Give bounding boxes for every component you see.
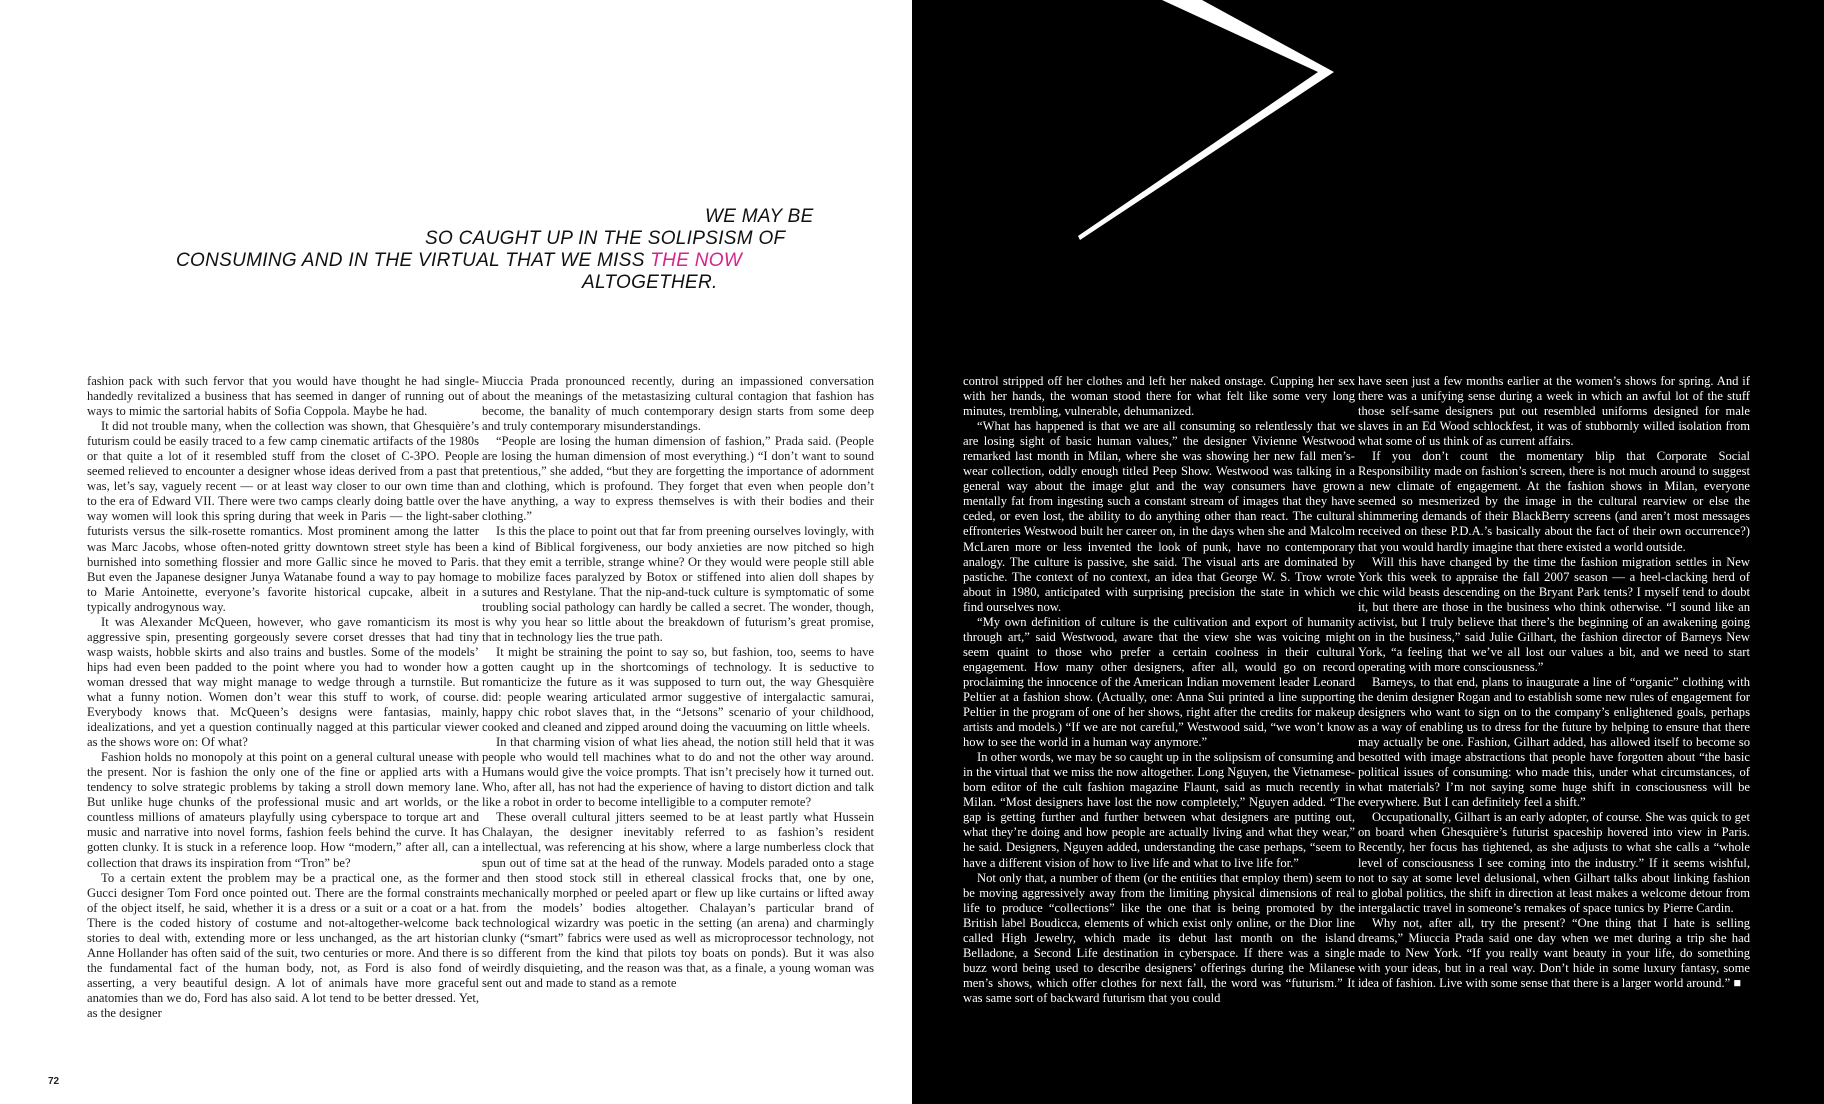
pull-quote-line-3 xyxy=(120,250,820,272)
page-number: 72 xyxy=(48,1076,60,1087)
text-column-3 xyxy=(963,374,1355,1006)
text-column-4 xyxy=(1358,374,1750,991)
column-4-paragraph: Why not, after all, try the present? “One thing that I hate is selling dreams,” Miuccia Prada said one day when we met during a trip she had made to New York. “If you really want beauty in your life, do something with your ideas, but in a real way. Don’t hide in some luxury fantasy, some idea of fashion. Live with some sense that there is a larger world around.” ■ xyxy=(1358,915,1750,990)
column-3-paragraph: control stripped off her clothes and left her naked onstage. Cupping her sex with her hands, the woman stood there for what felt like some very long minutes, trembling, vulnerable, dehumanized. xyxy=(963,374,1355,419)
pull-quote-line-2: SO CAUGHT UP IN THE SOLIPSISM OF xyxy=(425,228,786,249)
column-1-paragraph: fashion pack with such fervor that you would have thought he had single-handedly revitalized a business that has seemed in danger of running out of ways to mimic the sartorial habits of Sofia Coppola. Maybe he had. xyxy=(87,374,479,419)
column-2-paragraph: It might be straining the point to say so, but fashion, too, seems to have gotten caught up in the shortcomings of technology. It is seductive to romanticize the future as it was supposed to turn out, the way Ghesquière did: people wearing articulated armor suggestive of intergalactic samurai, happy chic robot slaves that, in the “Jetsons” scenario of your childhood, cooked and cleaned and zipped around doing the vacuuming on little wheels. xyxy=(482,644,874,735)
column-1-paragraph: Fashion holds no monopoly at this point on a general cultural unease with the present. Nor is fashion the only one of the fine or applied arts with a tendency to solve strategic problems by taking a stroll down memory lane. But unlike huge chunks of the professional music and art worlds, or the countless millions of amateurs playfully using cyberspace to torque art and music and narrative into novel forms, fashion feels behind the curve. It has gotten clunky. It is stuck in a reference loop. How “modern,” after all, can a collection that draws its inspiration from “Tron” be? xyxy=(87,750,479,870)
pull-quote-line-4: ALTOGETHER. xyxy=(582,272,718,293)
text-column-2 xyxy=(482,374,874,991)
text-column-1 xyxy=(87,374,479,1021)
column-3-paragraph: In other words, we may be so caught up in the solipsism of consuming and in the virtual that we miss the now altogether. Long Nguyen, the Vietnamese-born editor of the cult fashion magazine Flaunt, said as much recently in Milan. “Most designers have lost the now completely,” Nguyen added. “The gap is getting further and further between what designers are putting out, what they’re doing and how people are actually living and what they wear,” he said. Designers, Nguyen added, understanding the case perhaps, “seem to have a different vision of how to live life and what to live life for.” xyxy=(963,750,1355,870)
column-4-paragraph: have seen just a few months earlier at the women’s shows for spring. And if there was a unifying sense during a week in which an awful lot of the stuff those self-same designers put out resembled uniforms designed for male slaves in an Ed Wood schlockfest, it was of stubbornly willed isolation from what some of us think of as current affairs. xyxy=(1358,374,1750,449)
column-4-paragraph: Will this have changed by the time the fashion migration settles in New York this week to appraise the fall 2007 season — a heel-clacking herd of chic wild beasts descending on the Bryant Park tents? I myself tend to doubt it, but there are those in the business who think otherwise. “I sound like an activist, but I truly believe that there’s the beginning of an awakening going on in the business,” said Julie Gilhart, the fashion director of Barneys New York, “a feeling that we’ve all lost our values a bit, and we need to start operating with more consciousness.” xyxy=(1358,554,1750,674)
column-2-paragraph: These overall cultural jitters seemed to be at least partly what Hussein Chalayan, the designer inevitably referred to as fashion’s resident intellectual, was referencing at his show, where a large numberless clock that spun out of time sat at the head of the runway. Models paraded onto a stage and then stood stock still in ethereal classical frocks that, one by one, mechanically morphed or peeled apart or flew up like curtains or lifted away from the models’ bodies altogether. Chalayan’s particular brand of technological wizardry was poetic in the setting (an arena) and charmingly clunky (“smart” fabrics were used as well as microprocessor technology, not so different from the kind that pilots toy boats on ponds). But it was also weirdly disquieting, and the reason was that, as a finale, a young woman was sent out and made to stand as a remote xyxy=(482,810,874,990)
pull-quote-highlight: THE NOW xyxy=(650,250,743,271)
column-4-paragraph: Occupationally, Gilhart is an early adopter, of course. She was quick to get on board when Ghesquière’s futurist spaceship hovered into view in Paris. Recently, her focus has tightened, as she adjusts to what she calls a “whole level of consciousness I see coming into the industry.” If it seems wishful, not to say at some level delusional, when Gilhart talks about linking fashion to global politics, the shift in direction at least makes a welcome detour from intergalactic travel in someone’s remakes of space tunics by Pierre Cardin. xyxy=(1358,810,1750,915)
column-2-paragraph: Is this the place to point out that far from preening ourselves lovingly, with a kind of Biblical forgiveness, our body anxieties are now pitched so high that they emit a terrible, strange whine? Or they would were people still able to mobilize faces paralyzed by Botox or stiffened into alien doll shapes by sutures and Restylane. That the nip-and-tuck culture is symptomatic of some troubling social pathology can hardly be called a secret. The wonder, though, is why you hear so little about the breakdown of futurism’s great promise, that in technology lies the true path. xyxy=(482,524,874,644)
column-2-paragraph: “People are losing the human dimension of fashion,” Prada said. (People are losing the human dimension of most everything.) “I don’t want to sound pretentious,” she added, “but they are forgetting the importance of adornment and clothing, which is profound. They forget that even when people don’t have anything, a way to express themselves is with their bodies and their clothing.” xyxy=(482,434,874,524)
column-1-paragraph: It was Alexander McQueen, however, who gave romanticism its most aggressive spin, presenting gorgeously severe corset dresses that had tiny wasp waists, hobble skirts and also trains and bustles. Some of the models’ hips had even been padded to the point where you had to wonder how a woman dressed that way might manage to wedge through a turnstile. But what a funny notion. Women don’t wear this stuff to work, of course. Everybody knows that. McQueen’s designs were fantasias, mainly, idealizations, and yet a question continually nagged at this particular viewer as the shows wore on: Of what? xyxy=(87,614,479,750)
column-1-paragraph: To a certain extent the problem may be a practical one, as the former Gucci designer Tom Ford once pointed out. There are the formal constraints of the object itself, he said, whether it is a dress or a suit or a coat or a hat. There is the coded history of costume and not-altogether-welcome back stories to deal with, extending more or less unchanged, as the art historian Anne Hollander has often said of the suit, two centuries or more. And there is the fundamental fact of the human body, not, as Ford is also fond of asserting, a very beautiful design. A lot of animals have more graceful anatomies than we do, Ford has also said. A lot tend to be better dressed. Yet, as the designer xyxy=(87,870,479,1020)
column-2-paragraph: Miuccia Prada pronounced recently, during an impassioned conversation about the meanings of the metastasizing cultural contagion that fashion has become, the banality of much contemporary design starts from some deep and truly contemporary misunderstandings. xyxy=(482,374,874,434)
column-3-paragraph: Not only that, a number of them (or the entities that employ them) seem to be moving aggressively away from the limiting physical dimensions of real life to produce “collections” like the one that is being promoted by the British label Boudicca, elements of which exist only online, or the Dior line called High Jewelry, which made its debut last month on the island Belladone, a Second Life destination in cyberspace. If there was a single buzz word being used to describe designers’ offerings during the Milanese men’s shows, which offer clothes for next fall, the word was “futurism.” It was same sort of backward futurism that you could xyxy=(963,870,1355,1005)
pull-quote-line-3-text: CONSUMING AND IN THE VIRTUAL THAT WE MISS xyxy=(176,250,651,271)
chevron-shape xyxy=(1078,0,1334,240)
pull-quote-line-1: WE MAY BE xyxy=(705,206,814,227)
column-3-paragraph: “My own definition of culture is the cultivation and export of humanity through art,” said Westwood, aware that the view she was voicing might seem quaint to those who prefer a certain coolness in their cultural engagement. How many other designers, after all, would go on record proclaiming the innocence of the American Indian movement leader Leonard Peltier at a fashion show. (Actually, one: Anna Sui printed a line supporting Peltier in the program of one of her shows, right after the credits for makeup artists and models.) “If we are not careful,” Westwood said, “we won’t know how to see the world in a human way anymore.” xyxy=(963,614,1355,750)
column-4-paragraph: If you don’t count the momentary blip that Corporate Social Responsibility made on fashion’s screen, there is not much around to suggest a new climate of engagement. At the fashion shows in Milan, everyone seemed so mesmerized by the image in the cultural rearview or else the shimmering demands of their BlackBerry screens (and aren’t most messages received on these P.D.A.’s basically about the fact of their own occurrence?) that you would hardly imagine that there existed a world outside. xyxy=(1358,449,1750,554)
column-3-paragraph: “What has happened is that we are all consuming so relentlessly that we are losing sight of basic human values,” the designer Vivienne Westwood remarked last month in Milan, where she was showing her new fall men’s-wear collection, oddly enough titled Peep Show. Westwood was talking in a general way about the image glut and the way consumers have grown mentally fat from ingesting such a constant stream of images that they have ceded, or even lost, the ability to do anything other than react. The cultural effronteries Westwood built her career on, in the days when she and Malcolm McLaren more or less invented the look of punk, have no contemporary analogy. The culture is passive, she said. The visual arts are dominated by pastiche. The context of no context, an idea that George W. S. Trow wrote about in 1980, anticipated with surprising precision the state in which we find ourselves now. xyxy=(963,419,1355,614)
column-1-paragraph: It did not trouble many, when the collection was shown, that Ghesquière’s futurism could be easily traced to a few camp cinematic artifacts of the 1980s or that quite a lot of it resembled stuff from the closet of C-3PO. People seemed relieved to encounter a designer whose ideas derived from a past that was, let’s say, vaguely recent — or at least way closer to our own time than to the era of Edward VII. There were two camps clearly doing battle over the way women will look this spring during that week in Paris — the light-saber futurists versus the silk-rosette romantics. Most prominent among the latter was Marc Jacobs, whose often-noted gritty downtown street style has been burnished into something flossier and more Gallic since he moved to Paris. But even the Japanese designer Junya Watanabe found a way to pay homage to Marie Antoinette, everyone’s favorite historical cupcake, albeit in a typically androgynous way. xyxy=(87,419,479,614)
column-2-paragraph: In that charming vision of what lies ahead, the notion still held that it was people who would tell machines what to do and not the other way around. Humans would give the voice prompts. That isn’t precisely how it turned out. Who, after all, has not had the experience of having to distort diction and talk like a robot in order to become intelligible to a computer remote? xyxy=(482,735,874,810)
chevron-graphic xyxy=(912,0,1824,260)
right-page xyxy=(912,0,1824,1104)
column-4-paragraph: Barneys, to that end, plans to inaugurate a line of “organic” clothing with the denim designer Rogan and to establish some new rules of engagement for designers who want to sign on to the company’s enlightened goals, perhaps as a way of enabling us to dress for the future by helping to ensure that there may actually be one. Fashion, Gilhart added, has allowed itself to become so besotted with image abstractions that people have forgotten about “the basic political issues of consuming: who made this, under what circumstances, of what materials? I’m not saying some huge shift in consciousness will be everywhere. But I can definitely feel a shift.” xyxy=(1358,674,1750,810)
pull-quote xyxy=(120,206,820,294)
